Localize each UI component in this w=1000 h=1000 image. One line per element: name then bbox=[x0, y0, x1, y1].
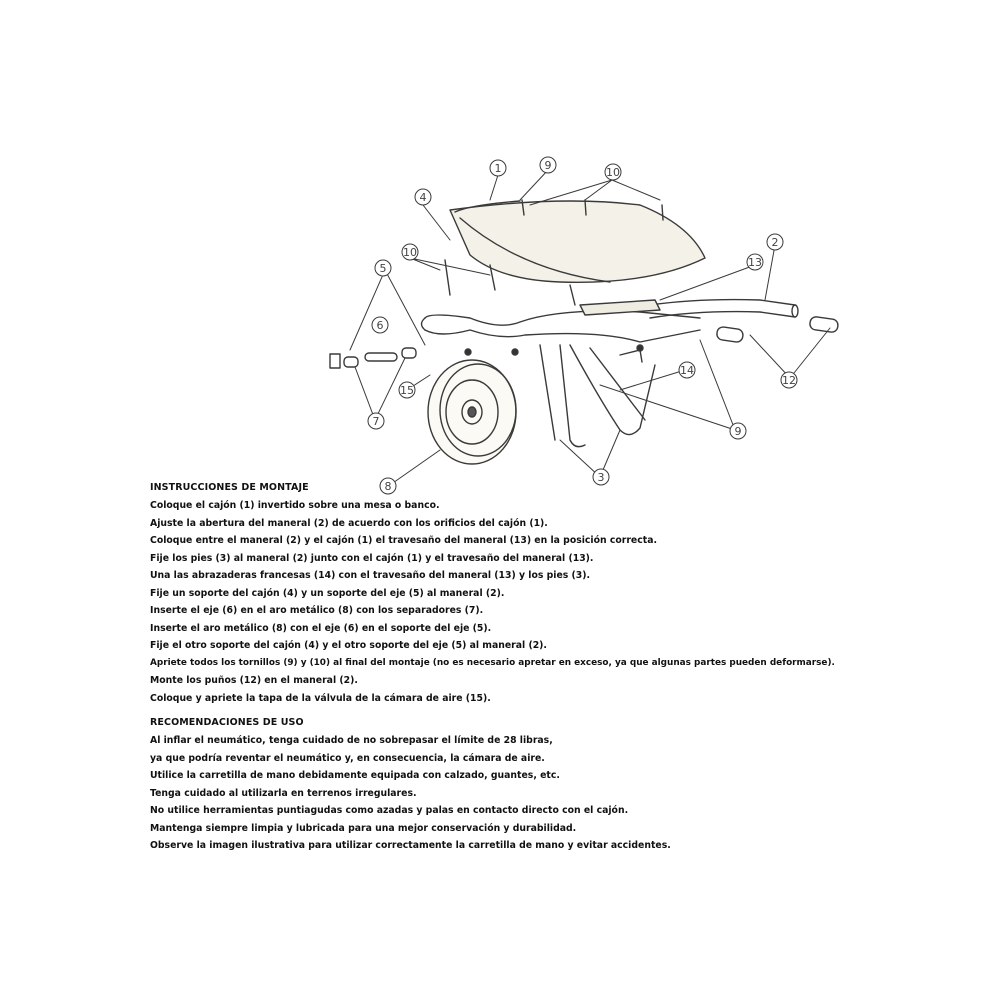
svg-text:3: 3 bbox=[597, 471, 605, 484]
svg-text:10: 10 bbox=[403, 246, 417, 259]
callout-5 bbox=[375, 260, 391, 276]
callout-15 bbox=[399, 382, 415, 398]
svg-text:12: 12 bbox=[782, 374, 796, 387]
assembly-step: Inserte el aro metálico (8) con el eje (6) en el soporte del eje (5). bbox=[150, 622, 492, 634]
assembly-step: Coloque el cajón (1) invertido sobre una mesa o banco. bbox=[150, 500, 440, 511]
svg-text:1: 1 bbox=[494, 162, 502, 175]
callout-10-left bbox=[402, 244, 418, 260]
usage-lines bbox=[150, 732, 870, 855]
usage-heading: RECOMENDACIONES DE USO bbox=[150, 717, 304, 728]
svg-text:4: 4 bbox=[419, 191, 427, 204]
assembly-step: Coloque entre el maneral (2) y el cajón (1) el travesaño del maneral (13) en la posición correcta. bbox=[150, 535, 657, 546]
assembly-steps bbox=[150, 497, 870, 707]
usage-line: Utilice la carretilla de mano debidamente equipada con calzado, guantes, etc. bbox=[150, 770, 560, 781]
svg-text:6: 6 bbox=[376, 319, 384, 332]
assembly-step: Fije los pies (3) al maneral (2) junto con el cajón (1) y el travesaño del maneral (13). bbox=[150, 552, 594, 564]
callout-10-top bbox=[605, 164, 621, 180]
callout-7 bbox=[368, 413, 384, 429]
assembly-step: Fije un soporte del cajón (4) y un soporte del eje (5) al maneral (2). bbox=[150, 587, 505, 599]
assembly-step: Ajuste la abertura del maneral (2) de acuerdo con los orificios del cajón (1). bbox=[150, 517, 548, 529]
svg-text:14: 14 bbox=[680, 364, 694, 377]
callout-2 bbox=[767, 234, 783, 250]
svg-text:9: 9 bbox=[734, 425, 742, 438]
svg-text:2: 2 bbox=[771, 236, 779, 249]
callout-13 bbox=[747, 254, 763, 270]
usage-line: Al inflar el neumático, tenga cuidado de no sobrepasar el límite de 28 libras, bbox=[150, 735, 553, 746]
assembly-step: Fije el otro soporte del cajón (4) y el otro soporte del eje (5) al maneral (2). bbox=[150, 640, 547, 651]
callout-1 bbox=[490, 160, 506, 176]
callout-14 bbox=[679, 362, 695, 378]
tray-part bbox=[450, 201, 705, 282]
svg-text:8: 8 bbox=[384, 480, 392, 493]
svg-text:13: 13 bbox=[748, 256, 762, 269]
assembly-step: Una las abrazaderas francesas (14) con el travesaño del maneral (13) y los pies (3). bbox=[150, 570, 591, 581]
callout-4 bbox=[415, 189, 431, 205]
assembly-step: Inserte el eje (6) en el aro metálico (8) con los separadores (7). bbox=[150, 605, 484, 616]
svg-text:5: 5 bbox=[379, 262, 387, 275]
wheelbarrow-exploded-diagram bbox=[320, 150, 860, 495]
callout-9-right bbox=[730, 423, 746, 439]
wheel-part bbox=[428, 360, 516, 464]
svg-text:9: 9 bbox=[544, 159, 552, 172]
assembly-step: Coloque y apriete la tapa de la válvula de la cámara de aire (15). bbox=[150, 692, 491, 704]
usage-line: No utilice herramientas puntiagudas como azadas y palas en contacto directo con el cajón. bbox=[150, 805, 629, 816]
grips-part bbox=[716, 316, 839, 343]
legs-part bbox=[540, 345, 655, 447]
usage-line: Mantenga siempre limpia y lubricada para una mejor conservación y durabilidad. bbox=[150, 822, 577, 834]
callout-6 bbox=[372, 317, 388, 333]
usage-line: ya que podría reventar el neumático y, en consecuencia, la cámara de aire. bbox=[150, 752, 545, 764]
assembly-heading: INSTRUCCIONES DE MONTAJE bbox=[150, 482, 309, 493]
callout-9-top bbox=[540, 157, 556, 173]
callout-12 bbox=[781, 372, 797, 388]
svg-text:15: 15 bbox=[400, 384, 414, 397]
usage-line: Observe la imagen ilustrativa para utilizar correctamente la carretilla de mano y evitar accidentes. bbox=[150, 840, 671, 851]
usage-line: Tenga cuidado al utilizarla en terrenos irregulares. bbox=[150, 787, 417, 799]
assembly-step: Monte los puños (12) en el maneral (2). bbox=[150, 675, 358, 686]
instructions-text bbox=[150, 479, 870, 855]
assembly-step: Apriete todos los tornillos (9) y (10) al final del montaje (no es necesario apretar en exceso, ya que algunas partes pueden deformarse). bbox=[150, 657, 835, 668]
svg-text:10: 10 bbox=[606, 166, 620, 179]
svg-text:7: 7 bbox=[372, 415, 380, 428]
axle-part bbox=[330, 348, 416, 368]
